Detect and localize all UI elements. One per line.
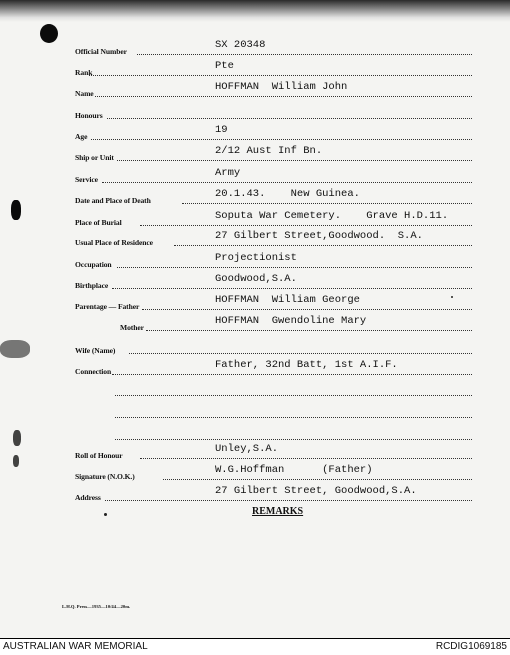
field-value: W.G.Hoffman (Father) <box>215 464 373 476</box>
field-label: Address <box>75 493 101 502</box>
archive-name: AUSTRALIAN WAR MEMORIAL <box>3 641 148 652</box>
field-label: Honours <box>75 111 103 120</box>
punch-hole-top <box>40 24 58 43</box>
field-value: HOFFMAN William John <box>215 81 348 93</box>
form-row <box>0 443 510 462</box>
field-value: Soputa War Cemetery. Grave H.D.11. <box>215 210 449 222</box>
form-row <box>0 124 510 143</box>
dotted-line <box>140 458 472 459</box>
field-label: Birthplace <box>75 281 109 290</box>
form-row <box>0 39 510 58</box>
field-label: Age <box>75 132 88 141</box>
form-row <box>0 273 510 292</box>
dotted-line <box>105 500 472 501</box>
form-row <box>0 359 510 378</box>
scan-edge-shadow <box>0 0 510 22</box>
archive-footer <box>0 638 510 655</box>
dotted-line <box>146 330 472 331</box>
dotted-line <box>115 439 472 440</box>
field-value: Projectionist <box>215 252 297 264</box>
dotted-line <box>115 395 472 396</box>
form-row <box>0 230 510 249</box>
field-value: HOFFMAN William George <box>215 294 360 306</box>
form-row <box>0 210 510 229</box>
dotted-line <box>182 203 472 204</box>
dotted-line <box>129 353 472 354</box>
form-row <box>0 464 510 483</box>
form-row <box>0 81 510 100</box>
field-label: Usual Place of Residence <box>75 238 153 247</box>
dotted-line <box>140 225 472 226</box>
remarks-heading: REMARKS <box>252 506 304 517</box>
field-label: Occupation <box>75 260 112 269</box>
form-row <box>0 485 510 504</box>
field-label: Connection <box>75 367 112 376</box>
field-value: Army <box>215 167 241 179</box>
dotted-line <box>115 417 472 418</box>
field-label: Date and Place of Death <box>75 196 151 205</box>
form-row <box>0 188 510 207</box>
form-row <box>0 106 510 122</box>
field-label: Rank <box>75 68 93 77</box>
ink-dot <box>451 296 453 298</box>
form-row <box>0 341 510 357</box>
field-label: Roll of Honour <box>75 451 123 460</box>
dotted-line <box>117 160 472 161</box>
field-value: 27 Gilbert Street,Goodwood. S.A. <box>215 230 423 242</box>
field-value: 19 <box>215 124 228 136</box>
print-note: L.H.Q. Press—1935—10/44—20m. <box>62 604 131 609</box>
field-value: 27 Gilbert Street, Goodwood,S.A. <box>215 485 417 497</box>
dotted-line <box>174 245 472 246</box>
field-value: Goodwood,S.A. <box>215 273 297 285</box>
field-label: Name <box>75 89 94 98</box>
dotted-line <box>107 118 472 119</box>
field-value: SX 20348 <box>215 39 266 51</box>
ink-dot <box>104 513 107 516</box>
form-row <box>0 405 510 421</box>
dotted-line <box>137 54 472 55</box>
field-label: Signature (N.O.K.) <box>75 472 135 481</box>
dotted-line <box>91 139 472 140</box>
field-value: Father, 32nd Batt, 1st A.I.F. <box>215 359 398 371</box>
dotted-line <box>117 267 472 268</box>
field-value: 2/12 Aust Inf Bn. <box>215 145 323 157</box>
field-value: 20.1.43. New Guinea. <box>215 188 360 200</box>
form-row <box>0 167 510 186</box>
form-row <box>0 252 510 271</box>
dotted-line <box>95 96 472 97</box>
field-value: Pte <box>215 60 234 72</box>
field-label: Ship or Unit <box>75 153 114 162</box>
dotted-line <box>163 479 472 480</box>
dotted-line <box>112 288 472 289</box>
form-row <box>0 60 510 79</box>
form-row <box>0 294 510 313</box>
form-row <box>0 427 510 443</box>
form-row <box>0 315 510 334</box>
field-label: Official Number <box>75 47 127 56</box>
field-label: Place of Burial <box>75 218 122 227</box>
dotted-line <box>112 374 472 375</box>
dotted-line <box>142 309 472 310</box>
record-id: RCDIG1069185 <box>435 641 507 652</box>
dotted-line <box>102 182 472 183</box>
field-value: HOFFMAN Gwendoline Mary <box>215 315 367 327</box>
field-label: Mother <box>120 323 144 332</box>
form-row <box>0 383 510 399</box>
field-value: Unley,S.A. <box>215 443 279 455</box>
field-label: Parentage — Father <box>75 302 140 311</box>
form-row <box>0 145 510 164</box>
dotted-line <box>89 75 472 76</box>
field-label: Wife (Name) <box>75 346 116 355</box>
field-label: Service <box>75 175 98 184</box>
